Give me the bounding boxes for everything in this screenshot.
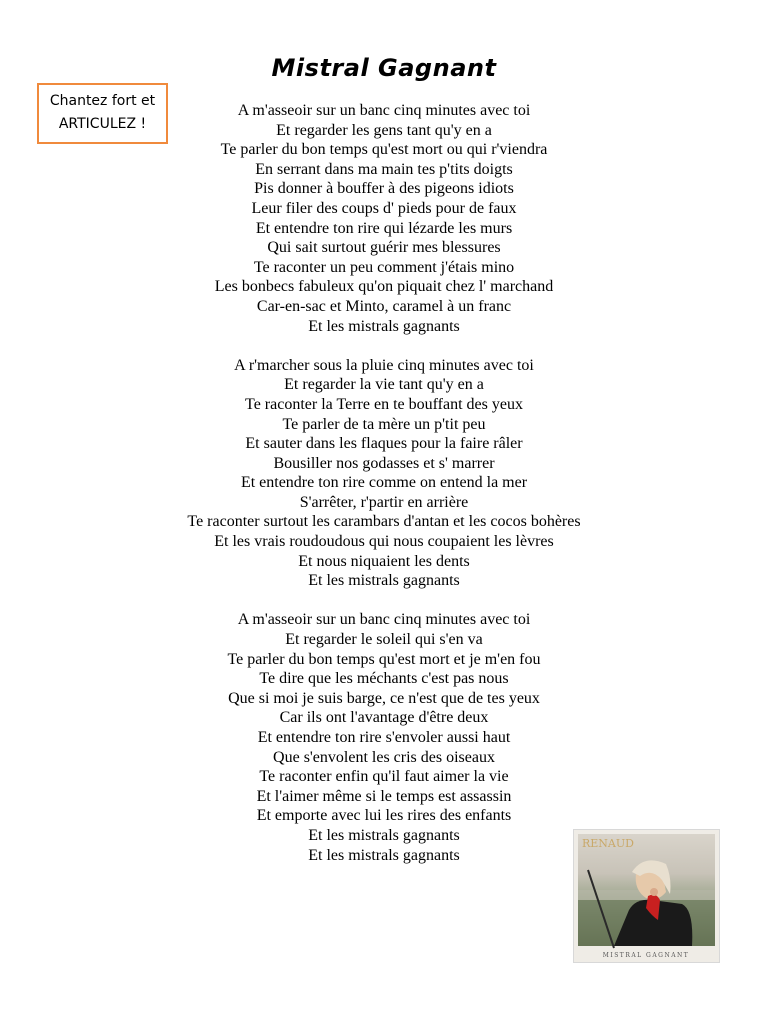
note-line-1: Chantez fort et	[49, 93, 156, 109]
lyric-line: Te parler de ta mère un p'tit peu	[282, 415, 486, 433]
album-title-label	[603, 952, 690, 959]
verse	[0, 610, 768, 865]
lyric-line: Te parler du bon temps qu'est mort et je m'en fou	[227, 650, 541, 668]
lyric-line: Et sauter dans les flaques pour la faire râler	[245, 435, 523, 453]
lyrics	[0, 101, 768, 865]
lyric-line: Car-en-sac et Minto, caramel à un franc	[256, 297, 512, 315]
lyric-line: Car ils ont l'avantage d'être deux	[279, 709, 489, 727]
lyric-line: Leur filer des coups d' pieds pour de faux	[251, 199, 517, 217]
lyric-line: Et regarder le soleil qui s'en va	[285, 631, 483, 649]
lyric-line: Et entendre ton rire qui lézarde les murs	[255, 219, 513, 237]
lyric-line: En serrant dans ma main tes p'tits doigts	[255, 160, 513, 178]
lyric-line: Et regarder les gens tant qu'y en a	[276, 121, 492, 139]
lyric-line: Te raconter surtout les carambars d'antan et les cocos bohères	[187, 513, 581, 531]
lyric-line: Te raconter enfin qu'il faut aimer la vie	[259, 768, 509, 786]
lyric-line: Que s'envolent les cris des oiseaux	[273, 748, 495, 766]
lyric-line: Et les mistrals gagnants	[308, 846, 460, 864]
lyric-line: Et nous niquaient les dents	[298, 552, 470, 570]
lyric-line: Et emporte avec lui les rires des enfants	[256, 807, 512, 825]
album-cover-image	[574, 830, 719, 962]
lyric-line: A m'asseoir sur un banc cinq minutes avec toi	[237, 102, 531, 119]
lyric-line: A m'asseoir sur un banc cinq minutes avec toi	[237, 611, 531, 629]
lyric-line: Et entendre ton rire comme on entend la mer	[240, 474, 528, 492]
lyric-line: A r'marcher sous la pluie cinq minutes avec toi	[234, 356, 534, 374]
lyric-line: Bousiller nos godasses et s' marrer	[273, 454, 495, 472]
lyric-line: S'arrêter, r'partir en arrière	[299, 493, 469, 511]
lyric-line: Et les mistrals gagnants	[308, 572, 460, 590]
lyric-line: Te raconter la Terre en te bouffant des yeux	[245, 395, 523, 413]
lyric-line: Pis donner à bouffer à des pigeons idiots	[254, 180, 514, 198]
lyric-line: Et l'aimer même si le temps est assassin	[256, 787, 512, 805]
song-title: Mistral Gagnant	[271, 54, 497, 82]
lyric-line: Et regarder la vie tant qu'y en a	[284, 376, 484, 394]
lyric-line: Te raconter un peu comment j'étais mino	[253, 258, 515, 276]
note-line-2: ARTICULEZ !	[58, 116, 147, 132]
svg-text:RENAUD: RENAUD	[582, 837, 634, 850]
lyric-line: Et les mistrals gagnants	[308, 317, 460, 335]
lyric-line: Et les mistrals gagnants	[308, 826, 460, 844]
album-artist-label	[582, 837, 634, 850]
lyric-line: Qui sait surtout guérir mes blessures	[267, 239, 501, 257]
lyric-line: Te parler du bon temps qu'est mort ou qui r'viendra	[220, 141, 548, 159]
lyric-line: Et les vrais roudoudous qui nous coupaient les lèvres	[214, 533, 554, 551]
verse	[0, 356, 768, 591]
lyric-line: Que si moi je suis barge, ce n'est que de tes yeux	[228, 689, 540, 707]
svg-text:MISTRAL GAGNANT: MISTRAL GAGNANT	[602, 952, 690, 959]
lyric-line: Te dire que les méchants c'est pas nous	[259, 670, 509, 688]
lyric-line: Et entendre ton rire s'envoler aussi haut	[257, 729, 511, 746]
verse	[0, 101, 768, 336]
lyric-line: Les bonbecs fabuleux qu'on piquait chez l' marchand	[214, 278, 554, 296]
